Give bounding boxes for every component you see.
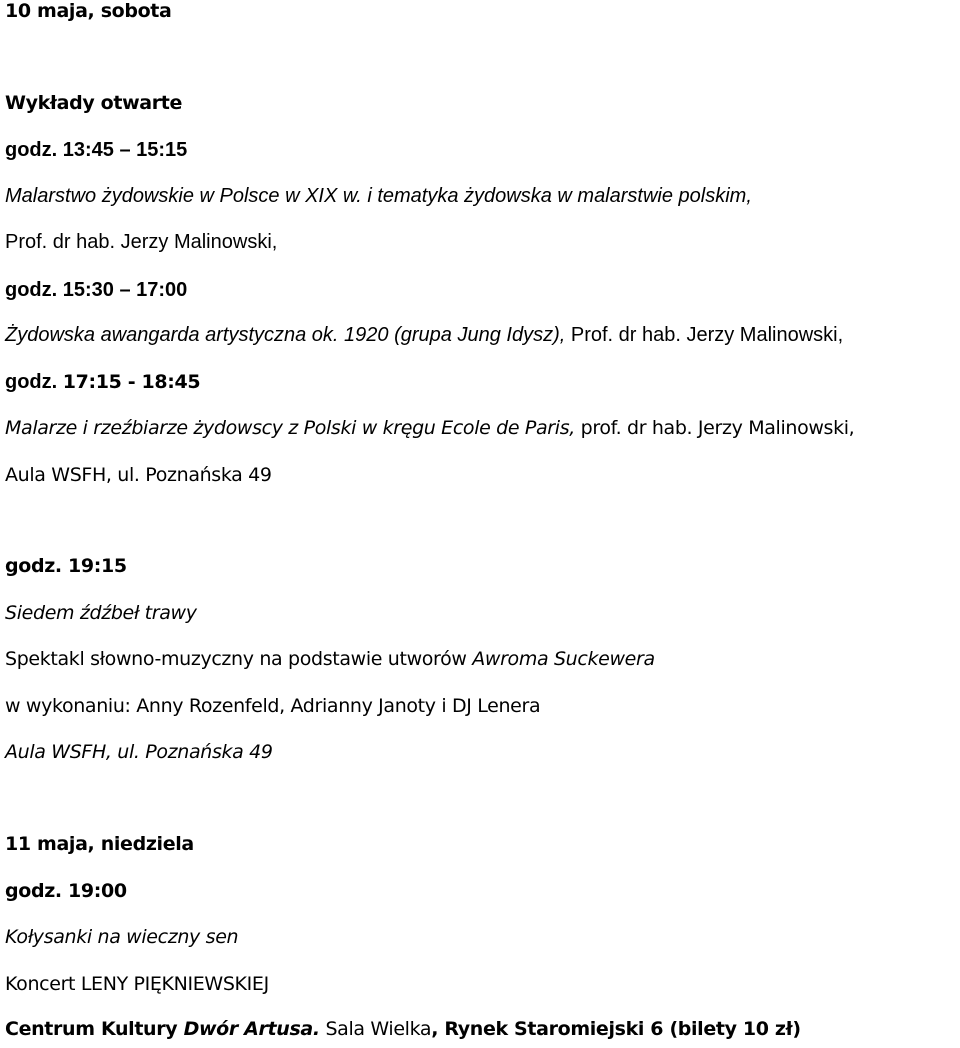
evening-title: Siedem źdźbeł trawy <box>5 602 197 624</box>
day2-date: 11 maja, niedziela <box>5 833 194 855</box>
section-heading: Wykłady otwarte <box>5 92 183 114</box>
lecture2-line <box>5 325 843 345</box>
evening-time: godz. 19:15 <box>5 555 127 577</box>
day2-time: godz. 19:00 <box>5 880 127 902</box>
lecture3-speaker: prof. dr hab. Jerzy Malinowski, <box>574 417 855 439</box>
day2-venue-hall: Sala Wielka <box>319 1018 432 1040</box>
day2-venue-name-italic: Dwór Artusa. <box>183 1018 320 1040</box>
day2-venue-address: , Rynek Staromiejski 6 (bilety 10 zł) <box>431 1018 801 1040</box>
day1-date: 10 maja, sobota <box>5 0 172 22</box>
evening-desc-prefix: Spektakl słowno-muzyczny na podstawie utworów <box>5 648 473 670</box>
lecture3-time-label: godz. <box>5 371 63 393</box>
evening-venue: Aula WSFH, ul. Poznańska 49 <box>5 741 273 763</box>
lecture2-time: godz. 15:30 – 17:00 <box>5 279 188 301</box>
lecture2-title: Żydowska awangarda artystyczna ok. 1920 (grupa Jung Idysz), <box>5 324 566 346</box>
day2-venue <box>5 1020 801 1039</box>
evening-performers: w wykonaniu: Anny Rozenfeld, Adrianny Janoty i DJ Lenera <box>5 695 541 717</box>
lecture3-title: Malarze i rzeźbiarze żydowscy z Polski w kręgu Ecole de Paris, <box>5 417 575 439</box>
lecture3-time-value: 17:15 - 18:45 <box>62 371 201 393</box>
day2-venue-name: Centrum Kultury <box>5 1018 184 1040</box>
lecture3-line <box>5 419 854 438</box>
venue: Aula WSFH, ul. Poznańska 49 <box>5 464 272 486</box>
lecture2-speaker: Prof. dr hab. Jerzy Malinowski, <box>565 324 844 346</box>
evening-desc-author: Awroma Suckewera <box>472 648 655 670</box>
lecture3-time <box>5 372 200 392</box>
evening-description <box>5 650 655 669</box>
day2-title: Kołysanki na wieczny sen <box>5 926 239 948</box>
day2-concert: Koncert LENY PIĘKNIEWSKIEJ <box>5 973 269 995</box>
lecture1-time: godz. 13:45 – 15:15 <box>5 139 188 161</box>
lecture1-speaker: Prof. dr hab. Jerzy Malinowski, <box>5 231 278 253</box>
lecture1-title: Malarstwo żydowskie w Polsce w XIX w. i tematyka żydowska w malarstwie polskim, <box>5 185 752 207</box>
